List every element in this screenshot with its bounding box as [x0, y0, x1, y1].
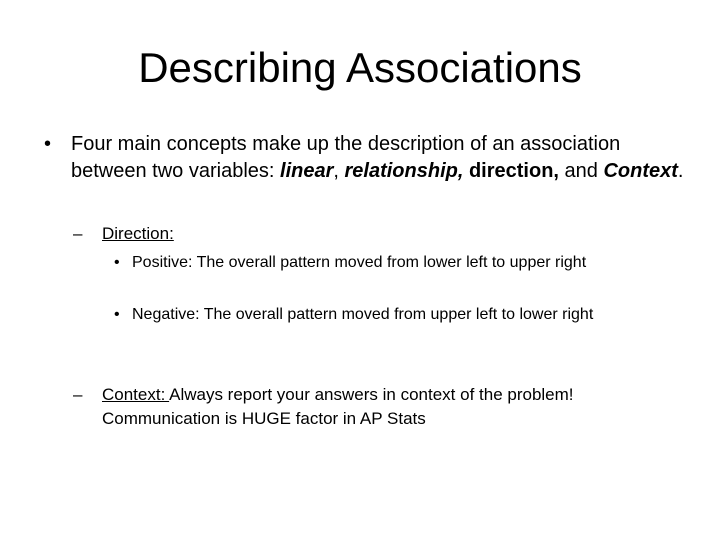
positive-text: Positive: The overall pattern moved from lower left to upper right	[132, 254, 587, 271]
context-label: Context:	[102, 385, 170, 404]
negative-text: Negative: The overall pattern moved from upper left to lower right	[132, 306, 594, 323]
bullet-marker: •	[114, 306, 120, 323]
context-text: Always report your answers in context of the problem! Communication is HUGE factor in AP Stats	[102, 385, 574, 428]
context-subbullet	[73, 383, 693, 431]
and-separator: and	[558, 160, 604, 182]
direction-item-negative	[114, 303, 684, 351]
bullet-marker: •	[114, 254, 120, 271]
slide-title: Describing Associations	[138, 44, 582, 91]
term-context: Context	[603, 160, 678, 182]
dash-marker: –	[73, 224, 83, 243]
context-text-block	[102, 383, 692, 431]
direction-subbullet	[73, 222, 673, 246]
direction-item-positive	[114, 251, 684, 299]
main-bullet	[44, 131, 694, 221]
comma-separator: ,	[333, 160, 345, 182]
main-bullet-text	[71, 131, 696, 185]
direction-label: Direction:	[102, 224, 174, 243]
term-direction: direction,	[468, 160, 559, 182]
term-linear: linear	[280, 160, 334, 182]
period: .	[677, 160, 684, 182]
term-relationship: relationship,	[344, 160, 464, 182]
dash-marker: –	[73, 385, 83, 404]
main-bullet-prefix: Four main concepts make up the description of an association between two variables:	[71, 133, 621, 182]
bullet-marker: •	[44, 133, 52, 155]
